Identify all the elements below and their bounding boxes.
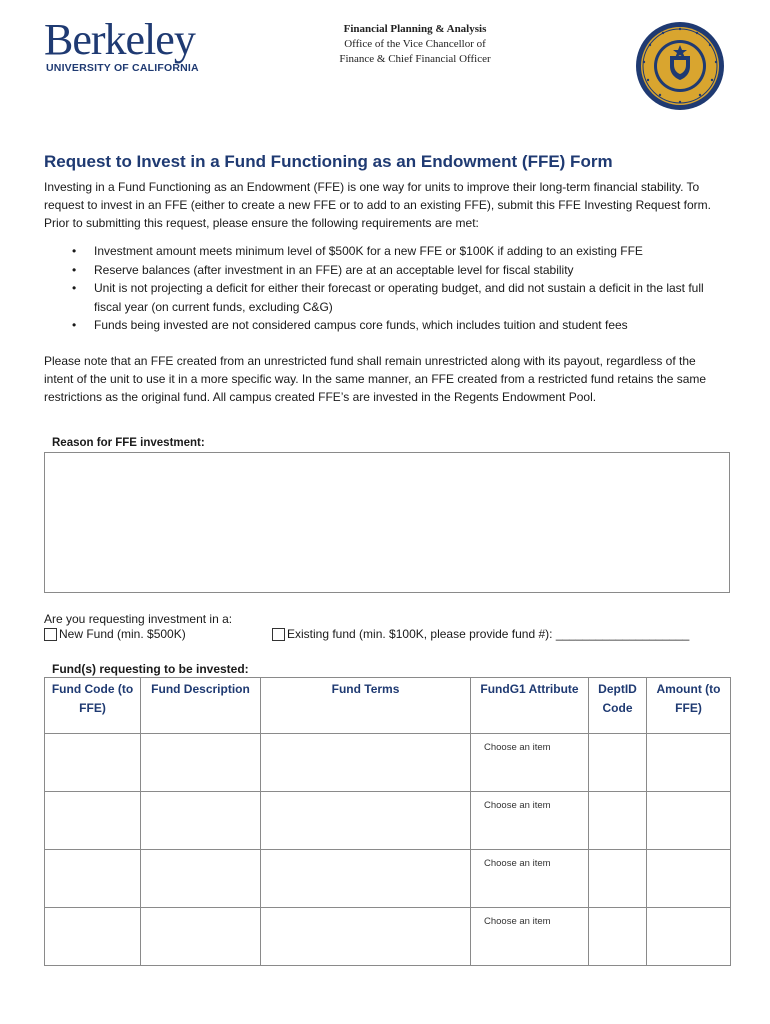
col-fundg1-attribute: FundG1 Attribute (471, 678, 589, 734)
amount-cell[interactable] (647, 850, 731, 908)
fund-terms-cell[interactable] (261, 792, 471, 850)
fundg1-attribute-dropdown[interactable] (471, 850, 589, 908)
col-deptid-code: DeptID Code (589, 678, 647, 734)
existing-fund-label: Existing fund (min. $100K, please provide fund #): ____________________ (287, 627, 690, 641)
deptid-cell[interactable] (589, 908, 647, 966)
choose-item-placeholder[interactable]: Choose an item (484, 916, 551, 927)
fundg1-attribute-dropdown[interactable] (471, 792, 589, 850)
university-seal-icon (634, 20, 726, 112)
logo-wordmark: Berkeley (44, 15, 195, 64)
table-row (45, 792, 731, 850)
fund-code-cell[interactable] (45, 908, 141, 966)
logo-subtitle: UNIVERSITY OF CALIFORNIA (46, 62, 199, 74)
choose-item-placeholder[interactable]: Choose an item (484, 742, 551, 753)
dept-line-2: Office of the Vice Chancellor of (344, 38, 486, 50)
table-header-row (45, 678, 731, 734)
fundg1-attribute-dropdown[interactable] (471, 734, 589, 792)
form-title: Request to Invest in a Fund Functioning as an Endowment (FFE) Form (44, 152, 613, 171)
col-amount: Amount (to FFE) (647, 678, 731, 734)
fund-code-cell[interactable] (45, 734, 141, 792)
amount-cell[interactable] (647, 734, 731, 792)
investment-question: Are you requesting investment in a: (44, 612, 233, 626)
option-existing-fund (272, 627, 689, 641)
table-row (45, 734, 731, 792)
requirements-list (74, 242, 724, 335)
fund-terms-cell[interactable] (261, 850, 471, 908)
fund-description-cell[interactable] (141, 792, 261, 850)
existing-fund-checkbox[interactable] (272, 628, 285, 641)
option-new-fund (44, 627, 186, 641)
list-item: • Funds being invested are not considered campus core funds, which includes tuition and student fees (74, 316, 724, 335)
fund-terms-cell[interactable] (261, 734, 471, 792)
department-heading (290, 22, 540, 67)
table-row (45, 850, 731, 908)
fund-description-cell[interactable] (141, 908, 261, 966)
col-fund-code: Fund Code (to FFE) (45, 678, 141, 734)
dept-line-3: Finance & Chief Financial Officer (339, 53, 491, 65)
reason-text-field[interactable] (44, 452, 730, 593)
dept-line-1: Financial Planning & Analysis (343, 23, 487, 35)
fund-description-cell[interactable] (141, 850, 261, 908)
choose-item-placeholder[interactable]: Choose an item (484, 800, 551, 811)
fund-code-cell[interactable] (45, 792, 141, 850)
list-item: • Reserve balances (after investment in an FFE) are at an acceptable level for fiscal stability (74, 261, 724, 280)
table-row (45, 908, 731, 966)
choose-item-placeholder[interactable]: Choose an item (484, 858, 551, 869)
fund-code-cell[interactable] (45, 850, 141, 908)
fund-description-cell[interactable] (141, 734, 261, 792)
funds-label: Fund(s) requesting to be invested: (52, 662, 249, 676)
col-fund-terms: Fund Terms (261, 678, 471, 734)
fundg1-attribute-dropdown[interactable] (471, 908, 589, 966)
amount-cell[interactable] (647, 908, 731, 966)
new-fund-checkbox[interactable] (44, 628, 57, 641)
list-item: • Unit is not projecting a deficit for either their forecast or operating budget, and did not sustain a deficit in the last full fiscal year (on current funds, excluding C&G) (74, 279, 724, 316)
list-item: • Investment amount meets minimum level of $500K for a new FFE or $100K if adding to an existing FFE (74, 242, 724, 261)
deptid-cell[interactable] (589, 792, 647, 850)
reason-label: Reason for FFE investment: (52, 437, 205, 449)
deptid-cell[interactable] (589, 734, 647, 792)
restriction-note: Please note that an FFE created from an unrestricted fund shall remain unrestricted along with its payout, regardless of the intent of the unit to use it in a more specific way. In the same manner, an FFE created from a restricted fund retains the same restrictions as the original fund. All campus created FFE’s are invested in the Regents Endowment Pool. (44, 354, 707, 405)
deptid-cell[interactable] (589, 850, 647, 908)
fund-terms-cell[interactable] (261, 908, 471, 966)
col-fund-description: Fund Description (141, 678, 261, 734)
amount-cell[interactable] (647, 792, 731, 850)
intro-paragraph: Investing in a Fund Functioning as an Endowment (FFE) is one way for units to improve their long-term financial stability. To request to invest in an FFE (either to create a new FFE or to add to an existing FFE), submit this FFE Investing Request form. Prior to submitting this request, please ensure the following requirements are met: (44, 180, 711, 231)
new-fund-label: New Fund (min. $500K) (59, 627, 186, 641)
berkeley-logo (44, 15, 204, 74)
funds-table (44, 677, 731, 966)
